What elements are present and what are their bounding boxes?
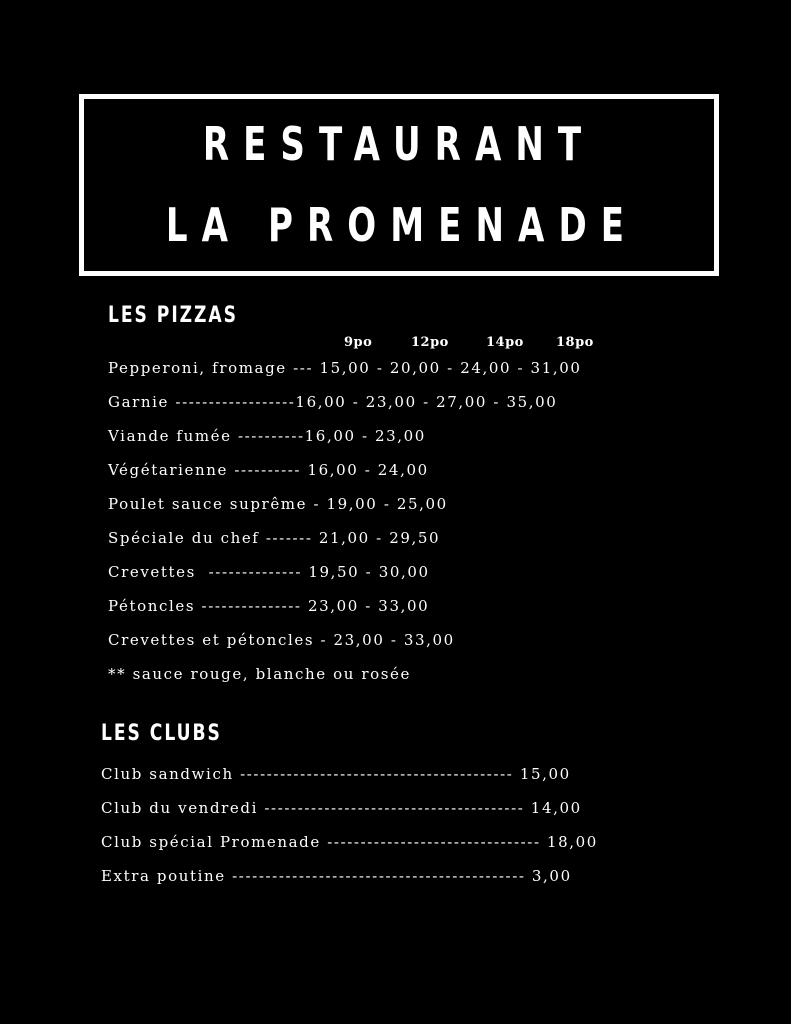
club-item-extra-poutine: Extra poutine -------------------------------------------- 3,00 (101, 867, 572, 885)
club-item-sandwich: Club sandwich ----------------------------------------- 15,00 (101, 765, 571, 783)
pizza-item-crevettes-petoncles: Crevettes et pétoncles - 23,00 - 33,00 (108, 631, 455, 649)
pizzas-section-heading: LES PIZZAS (108, 303, 238, 328)
size-label-18po: 18po (556, 335, 594, 350)
clubs-section-heading: LES CLUBS (101, 721, 222, 746)
title-box (79, 94, 719, 276)
pizza-sauce-note: ** sauce rouge, blanche ou rosée (108, 665, 412, 683)
pizza-item-poulet: Poulet sauce suprême - 19,00 - 25,00 (108, 495, 448, 513)
size-label-12po: 12po (411, 335, 449, 350)
pizza-sizes-header (0, 333, 791, 353)
pizza-item-petoncles: Pétoncles --------------- 23,00 - 33,00 (108, 597, 430, 615)
pizza-item-garnie: Garnie ------------------16,00 - 23,00 - 27,00 - 35,00 (108, 393, 558, 411)
restaurant-title-line-2: LA PROMENADE (165, 198, 639, 252)
pizza-item-vegetarienne: Végétarienne ---------- 16,00 - 24,00 (108, 461, 429, 479)
restaurant-title-line-1: RESTAURANT (202, 117, 596, 171)
pizza-item-viande-fumee: Viande fumée ----------16,00 - 23,00 (108, 427, 426, 445)
club-item-vendredi: Club du vendredi --------------------------------------- 14,00 (101, 799, 582, 817)
pizza-item-crevettes: Crevettes -------------- 19,50 - 30,00 (108, 563, 430, 581)
size-label-14po: 14po (486, 335, 524, 350)
pizza-item-speciale-chef: Spéciale du chef ------- 21,00 - 29,50 (108, 529, 441, 547)
club-item-special-promenade: Club spécial Promenade -------------------------------- 18,00 (101, 833, 598, 851)
size-label-9po: 9po (344, 335, 373, 350)
pizza-item-pepperoni: Pepperoni, fromage --- 15,00 - 20,00 - 24,00 - 31,00 (108, 359, 582, 377)
